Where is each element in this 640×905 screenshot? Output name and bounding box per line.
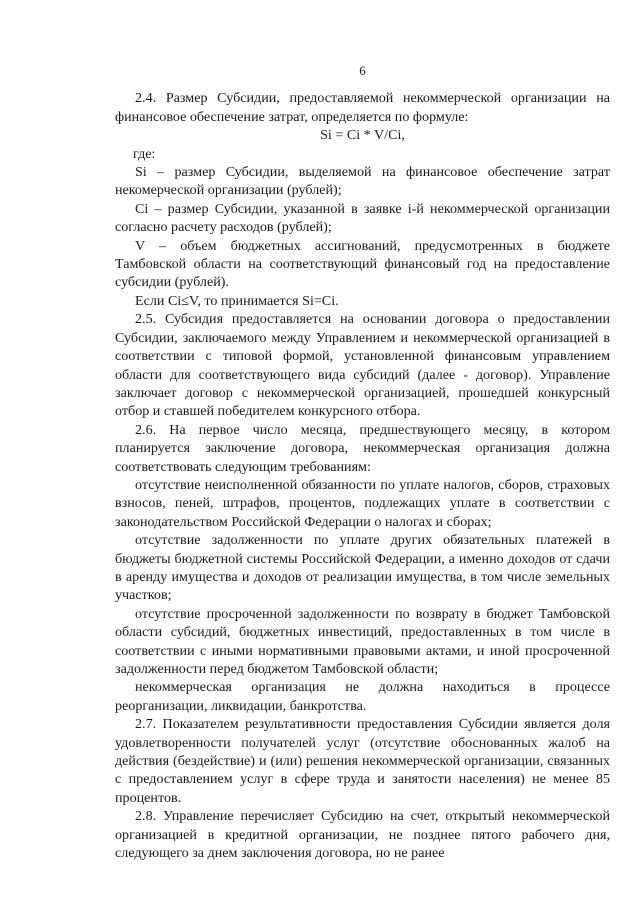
document-page [115, 62, 610, 862]
requirement-1: отсутствие неисполненной обязанности по уплате налогов, сборов, страховых взносов, пеней, штрафов, процентов, подлежащих уплате в соответствии с законодательством Российской Федерации о налогах и сборах; [115, 476, 610, 530]
where-label: где: [133, 145, 156, 162]
condition-line: Если Ci≤V, то принимается Si=Ci. [135, 292, 339, 309]
paragraph-2-7: 2.7. Показателем результативности предоставления Субсидии является доля удовлетворенности получателей услуг (отсутствие обоснованных жалоб на действия (бездействие) и (или) решения некоммерческой организации, связанных с предоставлением услуг в сфере труда и занятости населения) не менее 85 процентов. [115, 716, 610, 806]
paragraph-2-5: 2.5. Субсидия предоставляется на основании договора о предоставлении Субсидии, заключаемого между Управлением и некоммерческой организацией в соответствии с типовой формой, установленной финансовым управлением области для соответствующего вида субсидий (далее - договор). Управление заключает договор с некоммерческой организацией, прошедшей конкурсный отбор и ставшей победителем конкурсного отбора. [115, 311, 610, 420]
definition-ci: Ci – размер Субсидии, указанной в заявке i-й некоммерческой организации согласно расчету расходов (рублей); [115, 200, 610, 236]
definition-v: V – объем бюджетных ассигнований, предусмотренных в бюджете Тамбовской области на соответствующий финансовый год на предоставление субсидии (рублей). [115, 237, 610, 291]
definition-si: Si – размер Субсидии, выделяемой на финансовое обеспечение затрат некомерческой организации (рублей); [115, 164, 610, 199]
paragraph-2-6: 2.6. На первое число месяца, предшествующего месяцу, в котором планируется заключение договора, некоммерческая организация должна соответствовать следующим требованиям: [115, 421, 610, 475]
requirement-2: отсутствие задолженности по уплате других обязательных платежей в бюджеты бюджетной системы Российской Федерации, а именно доходов от сдачи в аренду имущества и доходов от реализации имущества, в том числе земельных участков; [115, 532, 610, 604]
paragraph-2-4: 2.4. Размер Субсидии, предоставляемой некоммерческой организации на финансовое обеспечение затрат, определяется по формуле: [115, 90, 610, 125]
paragraph-2-8: 2.8. Управление перечисляет Субсидию на счет, открытый некоммерческой организацией в кредитной организации, не позднее пятого рабочего дня, следующего за днем заключения договора, но не ранее [115, 808, 610, 862]
requirement-4: некоммерческая организация не должна находиться в процессе реорганизации, ликвидации, банкротства. [115, 679, 610, 714]
formula: Si = Ci * V/Ci, [320, 127, 405, 144]
page-number: 6 [359, 63, 366, 78]
requirement-3: отсутствие просроченной задолженности по возврату в бюджет Тамбовской области субсидий, бюджетных инвестиций, предоставленных в том числе в соответствии с иными нормативными правовыми актами, и иной просроченной задолженности перед бюджетом Тамбовской области; [115, 605, 610, 677]
